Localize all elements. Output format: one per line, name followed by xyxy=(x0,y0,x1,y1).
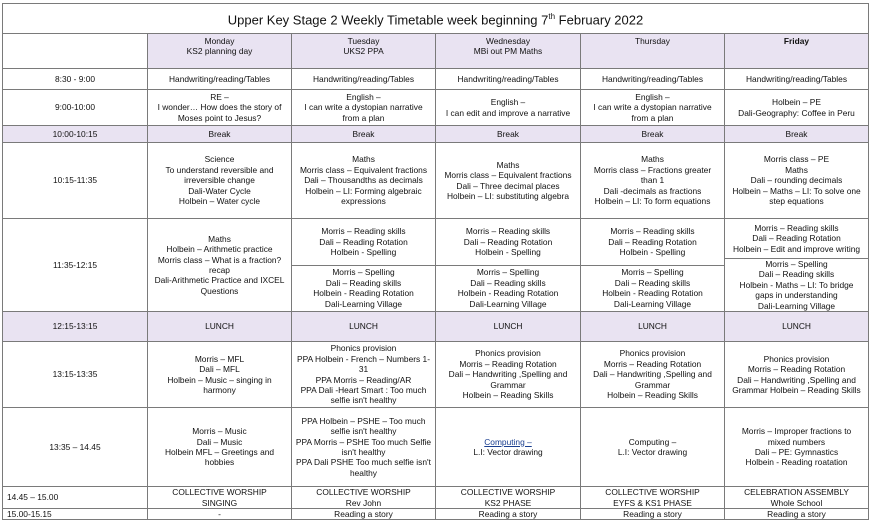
cell-friday: Handwriting/reading/Tables xyxy=(725,69,869,90)
cell-wednesday: Reading a story xyxy=(436,509,581,520)
cell-line: Dali – Reading skills xyxy=(325,277,402,288)
cell-line: Whole School xyxy=(770,497,823,508)
cell-friday: LUNCH xyxy=(725,312,869,342)
row-r9 xyxy=(3,487,869,509)
cell-line: Rev John xyxy=(345,497,382,508)
cell-friday: Reading a story xyxy=(725,509,869,520)
cell-line: Holbein - Spelling xyxy=(330,246,397,257)
cell-line: COLLECTIVE WORSHIP xyxy=(460,487,556,498)
cell-friday xyxy=(725,408,869,487)
cell-line: Holbein – Arithmetic practice xyxy=(166,244,273,255)
split-top xyxy=(292,219,435,265)
cell-line: Phonics provision xyxy=(619,348,686,359)
cell-monday xyxy=(148,342,292,408)
cell-line: Morris – Music xyxy=(192,426,247,437)
cell-line: L.I: Vector drawing xyxy=(473,447,543,457)
cell-line: than 1 xyxy=(640,175,665,186)
cell-line: Dali-Learning Village xyxy=(613,298,692,309)
cell-line: isn't healthy xyxy=(341,447,386,457)
cell-line: English – xyxy=(490,97,526,108)
cell-line: Phonics provision xyxy=(763,353,830,364)
cell-line: Holbein - Reading Rotation xyxy=(313,288,414,299)
cell-line: Dali-Arithmetic Practice and IXCEL xyxy=(154,275,285,286)
cell-line: Computing – xyxy=(628,436,677,447)
cell-monday: Handwriting/reading/Tables xyxy=(148,69,292,90)
row-r7 xyxy=(3,342,869,408)
cell-line: Holbein – PE xyxy=(772,97,821,108)
cell-line: Holbein – Reading Skills xyxy=(607,390,698,401)
cell-line: healthy xyxy=(349,467,377,478)
cell-friday xyxy=(725,90,869,126)
cell-tuesday xyxy=(292,342,436,408)
row-r3 xyxy=(3,126,869,143)
cell-line: Morris class – Equivalent fractions xyxy=(444,170,572,181)
cell-line: Grammar xyxy=(490,379,526,390)
cell-line: Holbein – Maths – LI: To solve one xyxy=(732,185,861,196)
cell-line: expressions xyxy=(341,196,386,207)
cell-line: from a plan xyxy=(631,112,674,123)
split-bottom xyxy=(436,265,580,312)
cell-line: I can edit and improve a narrative xyxy=(445,107,571,118)
cell-line: Maths xyxy=(352,154,375,165)
cell-wednesday: Handwriting/reading/Tables xyxy=(436,69,581,90)
cell-tuesday: Break xyxy=(292,126,436,143)
cell-thursday: Reading a story xyxy=(581,509,725,520)
split-top xyxy=(436,219,580,265)
cell-line: Dali – PE: Gymnastics xyxy=(754,447,839,457)
cell-line: Morris – Reading skills xyxy=(610,226,695,237)
cell-line: harmony xyxy=(203,384,236,395)
cell-thursday xyxy=(581,219,725,312)
cell-line: Holbein - Reading roatation xyxy=(745,457,848,468)
cell-line: Morris – Reading skills xyxy=(321,226,406,237)
cell-friday xyxy=(725,219,869,312)
row-r2 xyxy=(3,90,869,126)
row-r1 xyxy=(3,69,869,90)
cell-line: PPA Holbein – PSHE – Too much xyxy=(301,415,426,426)
cell-line: Phonics provision xyxy=(330,343,397,354)
time-cell: 10:00-10:15 xyxy=(3,126,148,143)
cell-line: Morris class – Equivalent fractions xyxy=(299,164,428,175)
cell-line: Morris – Reading Rotation xyxy=(603,358,702,369)
cell-line: PPA Dali PSHE Too much selfie isn't xyxy=(296,457,431,468)
cell-line: Dali – Handwriting ,Spelling and xyxy=(448,369,568,380)
cell-line: Morris – Reading skills xyxy=(465,226,551,237)
cell-monday: - xyxy=(148,509,292,520)
cell-line: Dali -decimals as fractions xyxy=(603,185,702,196)
cell-line: RE – xyxy=(210,91,229,102)
row-r6 xyxy=(3,312,869,342)
cell-line: Holbein - Reading Rotation xyxy=(457,288,559,299)
cell-line: I can write a dystopian narrative xyxy=(593,102,712,113)
cell-line: selfie isn't healthy xyxy=(330,426,397,437)
cell-line: Dali-Water Cycle xyxy=(188,185,251,196)
cell-line: 31 xyxy=(358,364,369,375)
cell-line: Holbein – Music – singing in xyxy=(167,374,272,385)
cell-line: Morris – Spelling xyxy=(621,267,684,278)
cell-line: Morris – Reading Rotation xyxy=(459,358,557,369)
day-header-row xyxy=(3,34,869,69)
time-cell: 13:15-13:35 xyxy=(3,342,148,408)
cell-line: I can write a dystopian narrative xyxy=(304,102,423,113)
time-cell: 10:15-11:35 xyxy=(3,143,148,219)
cell-line: Holbein – Water cycle xyxy=(178,196,261,207)
time-cell: 13:35 – 14.45 xyxy=(3,408,148,487)
page-title: Upper Key Stage 2 Weekly Timetable week beginning 7th February 2022 xyxy=(3,4,869,34)
time-cell: 9:00-10:00 xyxy=(3,90,148,126)
cell-line: PPA Morris – PSHE Too much Selfie xyxy=(295,436,432,447)
cell-line: Dali – Reading Rotation xyxy=(319,236,408,247)
cell-thursday xyxy=(581,342,725,408)
cell-line: Holbein – LI: Forming algebraic xyxy=(305,185,422,196)
cell-thursday: Break xyxy=(581,126,725,143)
cell-line: from a plan xyxy=(342,112,385,123)
cell-line: COLLECTIVE WORSHIP xyxy=(172,487,267,498)
day-header-thursday: Thursday xyxy=(581,34,725,69)
cell-line: Phonics provision xyxy=(475,348,541,359)
cell-tuesday: Handwriting/reading/Tables xyxy=(292,69,436,90)
cell-line: COLLECTIVE WORSHIP xyxy=(605,487,700,498)
day-header-wednesday: Wednesday MBi out PM Maths xyxy=(436,34,581,69)
cell-line: Morris – Spelling xyxy=(765,258,828,269)
cell-line: Dali – Handwriting ,Spelling and xyxy=(737,374,856,385)
cell-line: Dali-Geography: Coffee in Peru xyxy=(738,107,855,118)
cell-line: Morris class – What is a fraction? xyxy=(157,254,282,265)
day-header-tuesday: Tuesday UKS2 PPA xyxy=(292,34,436,69)
cell-line: Dali-Learning Village xyxy=(757,300,836,311)
cell-line: Holbein – Edit and improve writing xyxy=(732,243,861,254)
cell-thursday xyxy=(581,90,725,126)
cell-friday xyxy=(725,487,869,509)
cell-line: Dali – rounding decimals xyxy=(750,175,843,186)
day-header-friday: Friday xyxy=(725,34,869,69)
cell-line: PPA Holbein - French – Numbers 1- xyxy=(297,353,430,364)
cell-line: Morris – Spelling xyxy=(476,267,540,278)
cell-line: Dali – Thousandths as decimals xyxy=(304,175,423,186)
cell-line: mixed numbers xyxy=(767,436,826,447)
cell-line: I wonder… How does the story of xyxy=(157,102,282,113)
cell-line: Morris – Spelling xyxy=(332,267,395,278)
cell-line: Maths xyxy=(641,154,664,165)
cell-wednesday: Break xyxy=(436,126,581,143)
cell-line: Dali – Handwriting ,Spelling and xyxy=(593,369,712,380)
cell-line: CELEBRATION ASSEMBLY xyxy=(744,487,849,498)
cell-tuesday xyxy=(292,90,436,126)
cell-tuesday xyxy=(292,219,436,312)
cell-line: Holbein - Spelling xyxy=(619,246,686,257)
row-r10 xyxy=(3,509,869,520)
cell-line: Dali-Learning Village xyxy=(324,298,403,309)
cell-monday xyxy=(148,219,292,312)
cell-line: To understand reversible and xyxy=(165,164,274,175)
cell-line: Maths xyxy=(208,233,231,244)
cell-monday xyxy=(148,143,292,219)
time-cell: 14.45 – 15.00 xyxy=(3,487,148,509)
row-r5 xyxy=(3,219,869,312)
cell-thursday: LUNCH xyxy=(581,312,725,342)
cell-line: Holbein – LI: substituting algebra xyxy=(447,190,569,201)
cell-line: Dali – MFL xyxy=(199,364,240,375)
cell-line: Morris – Improper fractions to xyxy=(741,426,852,437)
time-cell: 12:15-13:15 xyxy=(3,312,148,342)
cell-line: Maths xyxy=(496,159,520,170)
row-r8 xyxy=(3,408,869,487)
cell-line: Dali – Reading skills xyxy=(470,277,546,288)
cell-line: Holbein - Spelling xyxy=(475,246,541,257)
cell-line: Morris – MFL xyxy=(194,353,245,364)
cell-line: step equations xyxy=(769,196,824,207)
cell-wednesday xyxy=(436,219,581,312)
split-top xyxy=(581,219,724,265)
cell-line: Dali – Reading Rotation xyxy=(463,236,553,247)
cell-line: Morris – Reading Rotation xyxy=(747,364,846,375)
cell-monday xyxy=(148,408,292,487)
cell-line: SINGING xyxy=(201,497,238,508)
cell-line: Dali – Music xyxy=(196,436,243,447)
cell-thursday xyxy=(581,487,725,509)
day-header-monday: Monday KS2 planning day xyxy=(148,34,292,69)
cell-friday xyxy=(725,143,869,219)
split-bottom xyxy=(581,265,724,312)
cell-line: Morris – Reading skills xyxy=(754,222,839,233)
cell-line: Maths xyxy=(785,164,808,175)
cell-wednesday xyxy=(436,90,581,126)
cell-line: KS2 PHASE xyxy=(484,497,532,508)
split-top xyxy=(725,219,868,258)
cell-line: COLLECTIVE WORSHIP xyxy=(316,487,411,498)
cell-line: Morris class – PE xyxy=(763,154,830,165)
cell-line: Holbein MFL – Greetings and xyxy=(164,447,275,457)
cell-friday xyxy=(725,342,869,408)
split-bottom xyxy=(725,258,868,311)
cell-thursday: Handwriting/reading/Tables xyxy=(581,69,725,90)
cell-line: Grammar Holbein – Reading Skills xyxy=(732,384,861,395)
cell-wednesday xyxy=(436,143,581,219)
cell-line: irreversible change xyxy=(184,175,255,186)
cell-line: Holbein – Reading Skills xyxy=(462,390,554,401)
cell-tuesday xyxy=(292,143,436,219)
cell-tuesday: Reading a story xyxy=(292,509,436,520)
cell-line: gaps in understanding xyxy=(755,290,838,301)
cell-line: L.I: Vector drawing xyxy=(617,447,688,457)
cell-tuesday xyxy=(292,408,436,487)
timetable-sheet xyxy=(2,3,868,518)
cell-line: Grammar xyxy=(634,379,671,390)
cell-tuesday xyxy=(292,487,436,509)
cell-thursday xyxy=(581,143,725,219)
cell-line: hobbies xyxy=(204,457,235,468)
cell-tuesday: LUNCH xyxy=(292,312,436,342)
cell-monday: LUNCH xyxy=(148,312,292,342)
cell-line: selfie isn't healthy xyxy=(330,395,397,406)
time-cell: 15.00-15.15 xyxy=(3,509,148,520)
cell-line: Science xyxy=(204,154,235,165)
cell-line: Dali – Three decimal places xyxy=(456,180,560,191)
cell-line: Dali – Reading Rotation xyxy=(608,236,697,247)
cell-monday xyxy=(148,90,292,126)
cell-line: Dali – Reading Rotation xyxy=(752,233,841,244)
cell-line: Holbein - Reading Rotation xyxy=(602,288,703,299)
cell-line: Holbein - Maths – LI: To bridge xyxy=(739,279,854,290)
cell-wednesday xyxy=(436,342,581,408)
cell-line: recap xyxy=(209,265,230,275)
cell-monday: Break xyxy=(148,126,292,143)
cell-line: Moses point to Jesus? xyxy=(177,112,262,123)
cell-line: EYFS & KS1 PHASE xyxy=(613,497,692,508)
cell-line: PPA Dali -Heart Smart : Too much xyxy=(300,384,427,395)
cell-line: Dali-Learning Village xyxy=(469,298,547,309)
cell-monday xyxy=(148,487,292,509)
timetable xyxy=(2,3,869,520)
cell-wednesday xyxy=(436,408,581,487)
cell-line: Questions xyxy=(200,285,239,296)
corner-cell xyxy=(3,34,148,69)
cell-line: PPA Morris – Reading/AR xyxy=(315,374,412,385)
cell-line: Dali – Reading skills xyxy=(614,277,691,288)
computing-link: Computing – xyxy=(484,436,532,447)
row-r4 xyxy=(3,143,869,219)
cell-wednesday: LUNCH xyxy=(436,312,581,342)
cell-line: Morris class – Fractions greater xyxy=(593,164,712,175)
time-cell: 11:35-12:15 xyxy=(3,219,148,312)
cell-friday: Break xyxy=(725,126,869,143)
split-bottom xyxy=(292,265,435,312)
time-cell: 8:30 - 9:00 xyxy=(3,69,148,90)
cell-thursday xyxy=(581,408,725,487)
cell-line: Dali – Reading skills xyxy=(758,269,835,280)
cell-line: English – xyxy=(346,91,381,102)
cell-line: Holbein – LI: To form equations xyxy=(594,196,711,207)
cell-wednesday xyxy=(436,487,581,509)
cell-line: English – xyxy=(635,91,670,102)
